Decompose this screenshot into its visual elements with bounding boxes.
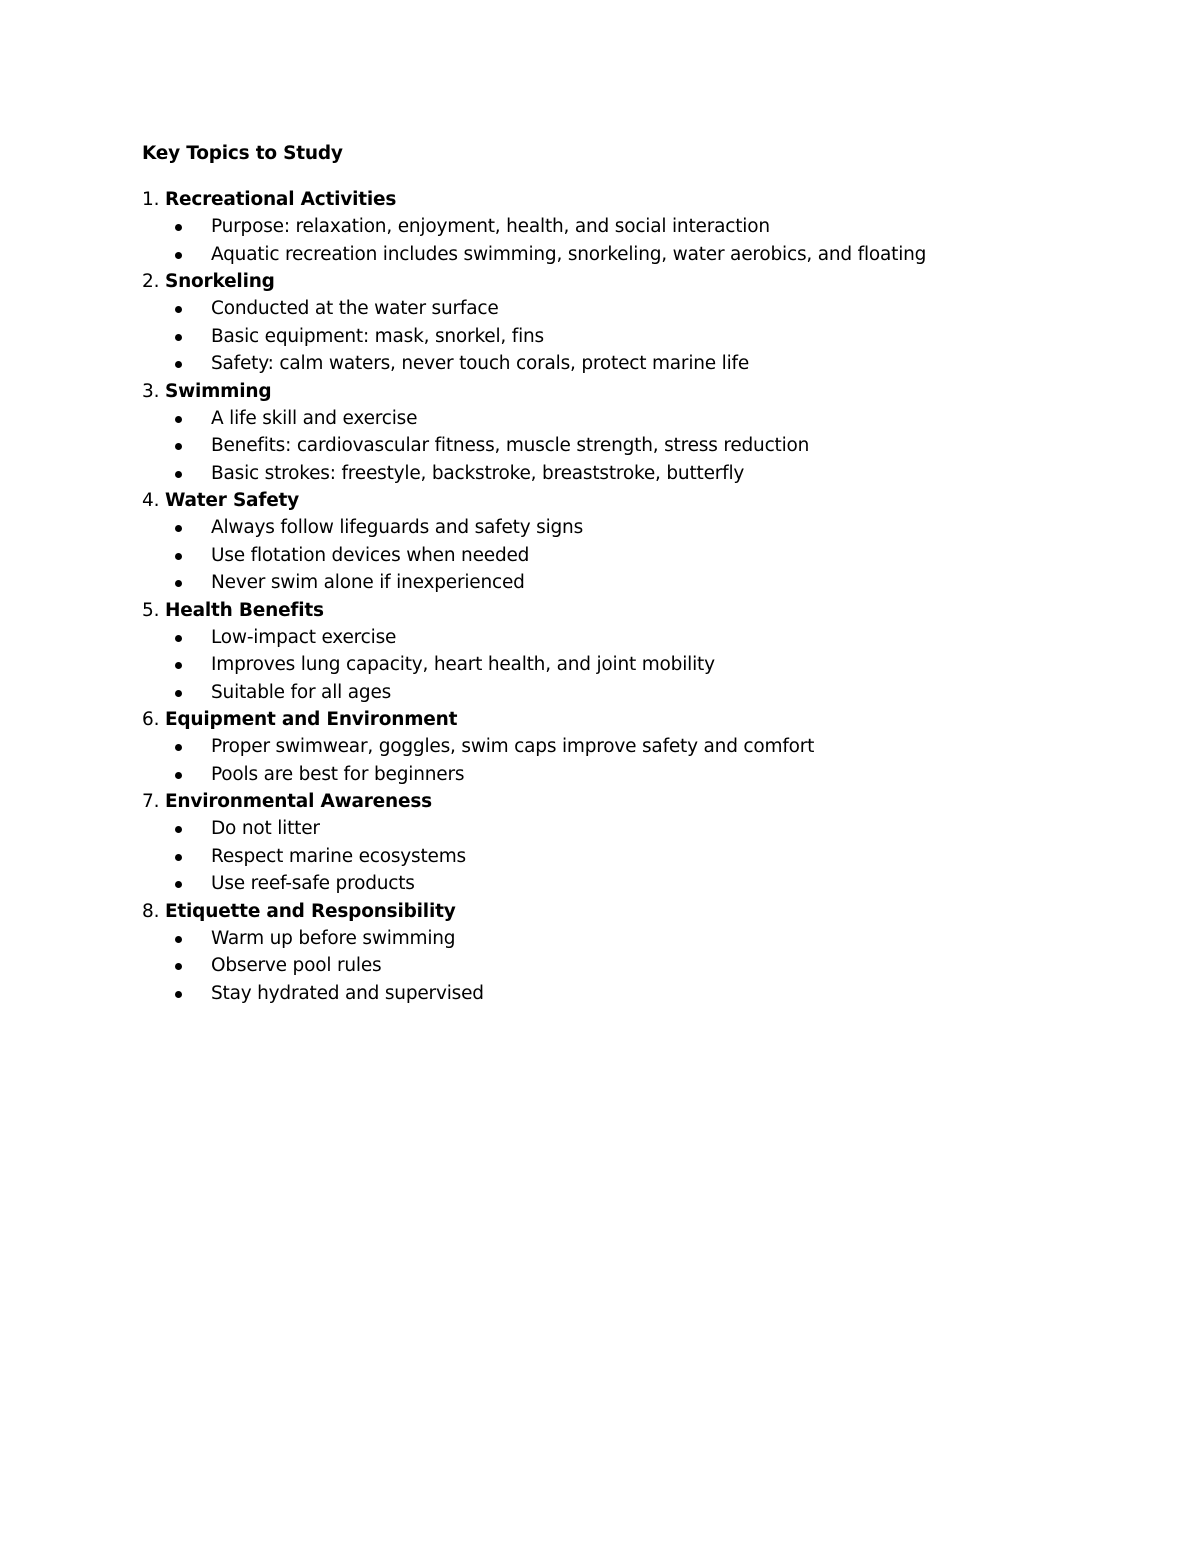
topic-label: Environmental Awareness [164,791,432,812]
bullet-dot-icon [175,936,182,943]
bullet-dot-icon [175,744,182,751]
topic-heading [142,378,1042,405]
bullet-dot-icon [175,881,182,888]
bullet-dot-icon [175,525,182,532]
bullet-text: Stay hydrated and supervised [211,982,484,1004]
bullet-dot-icon [175,772,182,779]
bullet-dot-icon [175,361,182,368]
topic-section [142,788,1042,898]
bullet-item [142,213,1042,241]
topic-heading [142,706,1042,733]
bullet-list [142,295,1042,378]
bullet-item [142,460,1042,488]
bullet-item [142,761,1042,789]
bullet-item [142,241,1042,269]
bullet-text: Use reef-safe products [211,873,415,894]
bullet-text: Pools are best for beginners [211,763,465,785]
bullet-text: Suitable for all ages [211,681,392,703]
topic-number: 1. [142,189,160,210]
topic-list [142,186,1042,1007]
bullet-dot-icon [175,224,182,231]
bullet-dot-icon [175,334,182,341]
bullet-list [142,405,1042,488]
topic-section [142,378,1042,488]
bullet-item [142,624,1042,652]
bullet-dot-icon [175,443,182,450]
bullet-dot-icon [175,826,182,833]
bullet-item [142,323,1042,351]
bullet-text: Benefits: cardiovascular fitness, muscle strength, stress reduction [211,435,810,456]
bullet-list [142,514,1042,597]
bullet-list [142,733,1042,788]
bullet-dot-icon [175,690,182,697]
bullet-text: Low-impact exercise [211,626,397,648]
topic-section [142,597,1042,707]
bullet-list [142,925,1042,1008]
topic-label: Recreational Activities [164,189,397,210]
topic-heading [142,788,1042,815]
bullet-text: Do not litter [211,818,320,839]
topic-number: 8. [142,900,160,922]
topic-number: 7. [142,791,160,812]
topic-number: 2. [142,271,160,292]
bullet-text: Improves lung capacity, heart health, and joint mobility [211,654,715,675]
bullet-dot-icon [175,854,182,861]
bullet-item [142,651,1042,679]
bullet-text: Proper swimwear, goggles, swim caps improve safety and comfort [211,736,815,757]
bullet-item [142,514,1042,542]
topic-section [142,268,1042,378]
bullet-item [142,405,1042,433]
bullet-text: Conducted at the water surface [211,298,499,319]
topic-section [142,186,1042,268]
bullet-text: Use flotation devices when needed [211,544,530,566]
topic-number: 3. [142,380,160,402]
topic-number: 6. [142,709,160,730]
topic-heading [142,487,1042,514]
topic-number: 4. [142,490,160,511]
bullet-dot-icon [175,252,182,259]
topic-heading [142,597,1042,624]
bullet-text: Observe pool rules [211,955,382,976]
bullet-dot-icon [175,553,182,560]
topic-label: Etiquette and Responsibility [164,900,456,922]
bullet-dot-icon [175,963,182,970]
document-content [142,141,1042,1007]
topic-label: Snorkeling [164,271,275,292]
topic-section [142,898,1042,1008]
topic-label: Water Safety [164,490,300,511]
bullet-dot-icon [175,471,182,478]
topic-heading [142,186,1042,213]
bullet-item [142,925,1042,953]
bullet-dot-icon [175,416,182,423]
bullet-text: Always follow lifeguards and safety signs [211,517,584,538]
bullet-text: Basic equipment: mask, snorkel, fins [211,325,544,347]
topic-section [142,706,1042,788]
bullet-item [142,952,1042,980]
bullet-text: Purpose: relaxation, enjoyment, health, and social interaction [211,216,770,237]
topic-heading [142,268,1042,295]
bullet-text: Aquatic recreation includes swimming, snorkeling, water aerobics, and floating [211,243,927,265]
bullet-dot-icon [175,991,182,998]
topic-label: Swimming [164,380,272,402]
bullet-item [142,815,1042,843]
bullet-text: Safety: calm waters, never touch corals, protect marine life [211,353,750,374]
bullet-item [142,679,1042,707]
bullet-text: Never swim alone if inexperienced [211,572,525,593]
bullet-list [142,213,1042,268]
bullet-item [142,295,1042,323]
bullet-item [142,569,1042,597]
bullet-text: Respect marine ecosystems [211,845,466,867]
bullet-text: Basic strokes: freestyle, backstroke, breaststroke, butterfly [211,462,745,484]
bullet-text: Warm up before swimming [211,927,456,949]
bullet-item [142,733,1042,761]
bullet-item [142,843,1042,871]
topic-label: Equipment and Environment [164,709,458,730]
bullet-dot-icon [175,635,182,642]
bullet-item [142,542,1042,570]
bullet-dot-icon [175,306,182,313]
topic-heading [142,898,1042,925]
topic-section [142,487,1042,597]
bullet-list [142,815,1042,898]
bullet-item [142,980,1042,1008]
bullet-dot-icon [175,662,182,669]
bullet-item [142,870,1042,898]
bullet-dot-icon [175,580,182,587]
bullet-item [142,432,1042,460]
document-title: Key Topics to Study [142,143,343,164]
topic-label: Health Benefits [164,599,324,621]
bullet-list [142,624,1042,707]
bullet-item [142,350,1042,378]
topic-number: 5. [142,599,160,621]
bullet-text: A life skill and exercise [211,407,418,429]
